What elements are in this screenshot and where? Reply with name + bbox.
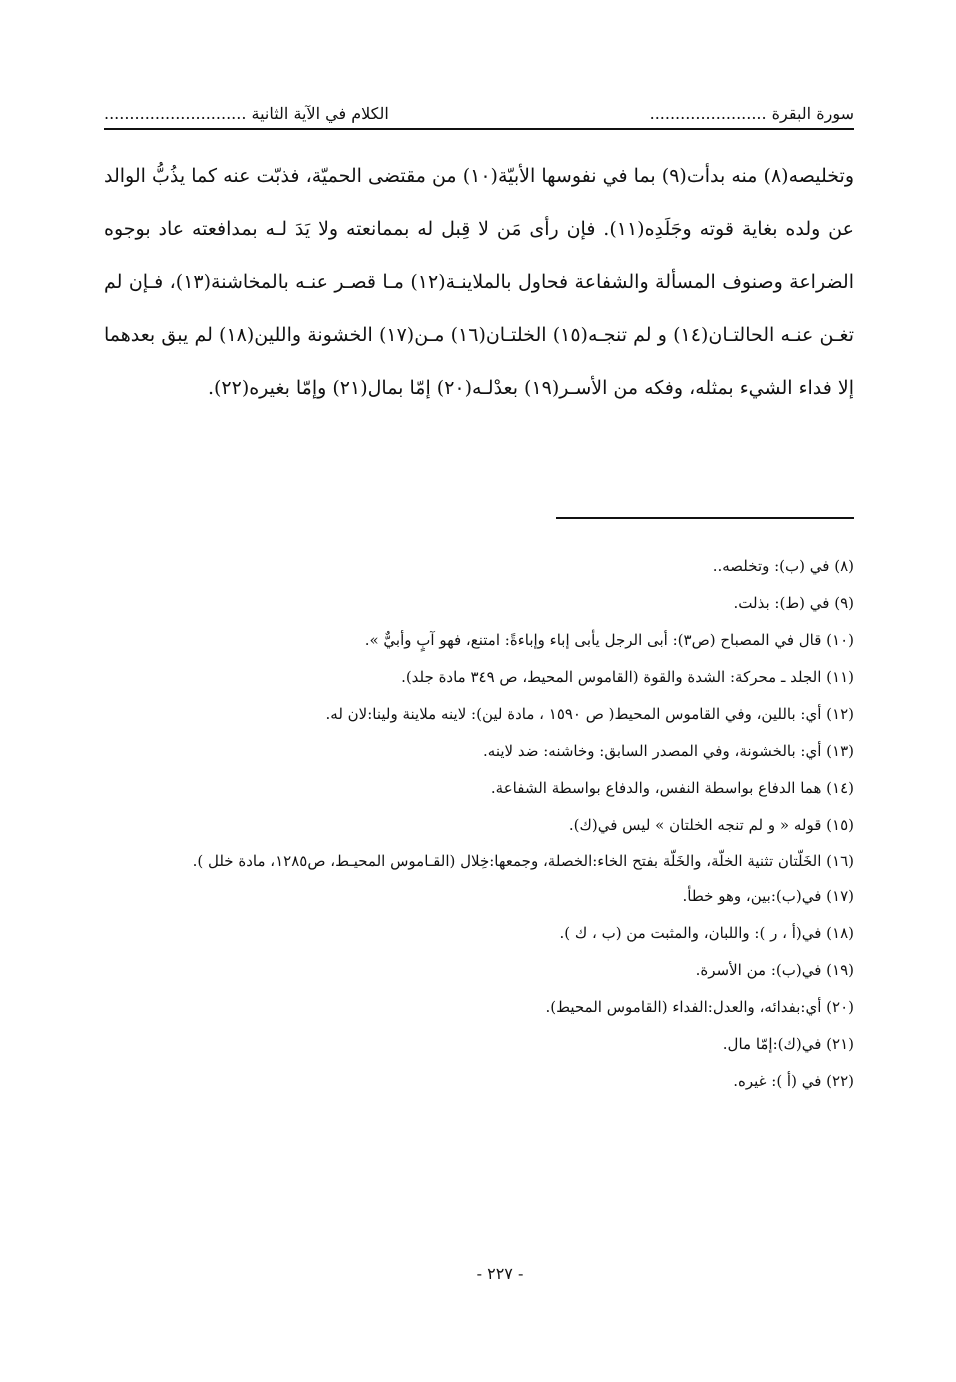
footnote-9: (٩) في (ط): بذلت. [733,594,854,612]
footnote-22: (٢٢) في (أ ): غيره. [733,1072,854,1090]
footnote-17: (١٧) في(ب):بين، وهو خطأ. [682,887,854,905]
page-number: - ٢٢٧ - [476,1264,524,1283]
running-header [104,96,854,130]
footnote-13: (١٣) أي: بالخشونة، وفي المصدر السابق: وخاشنه: ضد لاينه. [483,742,854,760]
footnote-10: (١٠) قال في المصباح (ص٣): أبى الرجل يأبى إباء وإباءةً: امتنع، فهو آبٍ وأبيٌّ ». [364,631,854,649]
footnote-11: (١١) الجلد ـ محركة: الشدة والقوة (القاموس المحيط، ص ٣٤٩ مادة جلد). [401,668,854,686]
footnote-8: (٨) في (ب): وتخلصه.. [712,557,854,575]
footnote-20: (٢٠) أي:بفدائه، والعدل:الفداء (القاموس المحيط). [545,998,854,1016]
footnote-15: (١٥) قوله « و لم تنجه الخلتان » ليس في(ك). [568,816,854,834]
footnote-21: (٢١) في(ك):إمّا مال. [722,1035,854,1053]
main-paragraph: وتخليصه(٨) منه بدأت(٩) بما في نفوسها الأبيّة(١٠) من مقتضى الحميّة، فذبّت عنه كما يذُبُّ الوالد عن ولده بغاية قوته وجَلَدِه(١١). فإن رأى مَن لا قِبل له بممانعته ولا يَدَ لـه بمدافعته عاد بوجوه الضراعة وصنوف المسألة والشفاعة فحاول بالملاينـة(١٢) مـا قصـر عنـه بالمخاشنة(١٣)، فـإن لم تغـن عنـه الحالتـان(١٤) و لم تنجـه(١٥) الخلتـان(١٦) مـن(١٧) الخشونة واللين(١٨) لم يبق بعدهما إلا فداء الشيء بمثله، وفكه من الأسـر(١٩) بعدْلـه(٢٠) إمّا بمال(٢١) وإمّا بغيره(٢٢). [104,165,854,399]
footnote-12: (١٢) أي: باللين، وفي القاموس المحيط( ص ١٥٩٠ ، مادة لين): لاينه ملاينة ولينا:لان له. [325,705,854,723]
header-section-title: الكلام في الآية الثانية ............................ [104,104,389,123]
footnote-14: (١٤) هما الدفاع بواسطة النفس، والدفاع بواسطة الشفاعة. [490,779,854,797]
footnote-16: (١٦) الخَلّتان تثنية الخلّة، والخَلّة بفتح الخاء:الخصلة، وجمعها:خِلال (القـاموس المحيـط، ص١٢٨٥، مادة خلل ). [192,852,854,870]
header-surah-title: سورة البقرة ....................... [649,104,854,123]
footnote-19: (١٩) في(ب): من الأسرة. [695,961,854,979]
footnote-separator [556,517,854,519]
footnote-18: (١٨) في(أ ، ر ): واللبان، والمثبت من (ب ، ك ). [559,924,854,942]
main-text [104,150,854,415]
footnotes-list [104,548,854,1100]
